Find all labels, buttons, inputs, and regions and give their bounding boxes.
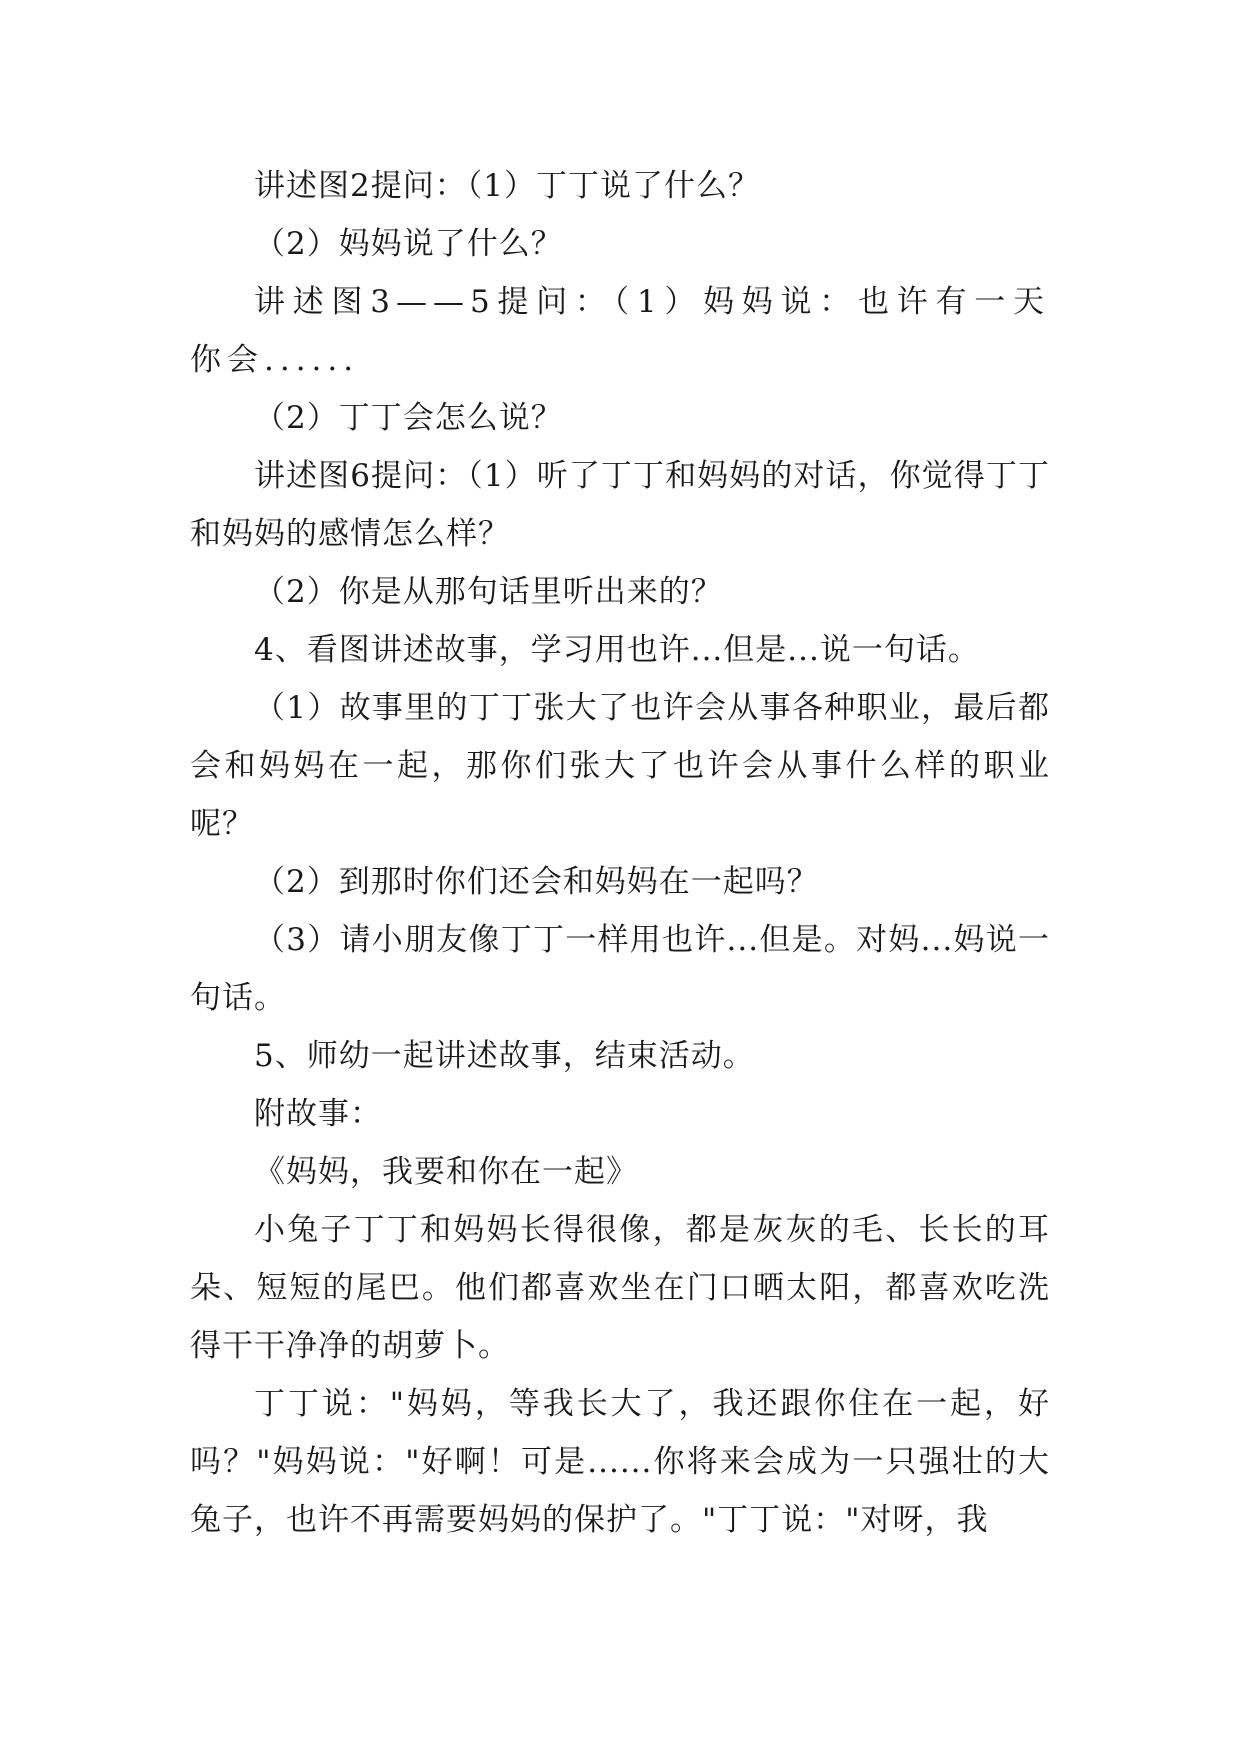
paragraph: 讲述图6提问：（1）听了丁丁和妈妈的对话，你觉得丁丁和妈妈的感情怎么样？ — [190, 458, 1050, 552]
paragraph: 4、看图讲述故事，学习用也许...但是...说一句话。 — [254, 632, 980, 668]
paragraph: 丁丁说："妈妈，等我长大了，我还跟你住在一起，好吗？"妈妈说："好啊！可是......你将来会成为一只强壮的大兔子，也许不再需要妈妈的保护了。"丁丁说："对呀，我 — [190, 1386, 1050, 1538]
paragraph: 5、师幼一起讲述故事，结束活动。 — [254, 1038, 755, 1074]
paragraph: （1）故事里的丁丁张大了也许会从事各种职业，最后都会和妈妈在一起，那你们张大了也许会从事什么样的职业呢？ — [190, 690, 1050, 842]
paragraph: （2）妈妈说了什么？ — [254, 226, 563, 262]
paragraph: 讲述图3——5提问：（1）妈妈说：也许有一天你会...... — [190, 284, 1050, 378]
paragraph: （3）请小朋友像丁丁一样用也许...但是。对妈...妈说一句话。 — [190, 922, 1050, 1016]
paragraph: （2）到那时你们还会和妈妈在一起吗？ — [254, 864, 819, 900]
paragraph: （2）丁丁会怎么说？ — [254, 400, 563, 436]
paragraph: 附故事： — [254, 1096, 382, 1132]
paragraph: 讲述图2提问：（1）丁丁说了什么？ — [254, 168, 760, 204]
story-title: 《妈妈，我要和你在一起》 — [254, 1154, 638, 1190]
document-page — [190, 157, 1050, 1549]
paragraph: 小兔子丁丁和妈妈长得很像，都是灰灰的毛、长长的耳朵、短短的尾巴。他们都喜欢坐在门口晒太阳，都喜欢吃洗得干干净净的胡萝卜。 — [190, 1212, 1050, 1364]
paragraph: （2）你是从那句话里听出来的？ — [254, 574, 723, 610]
